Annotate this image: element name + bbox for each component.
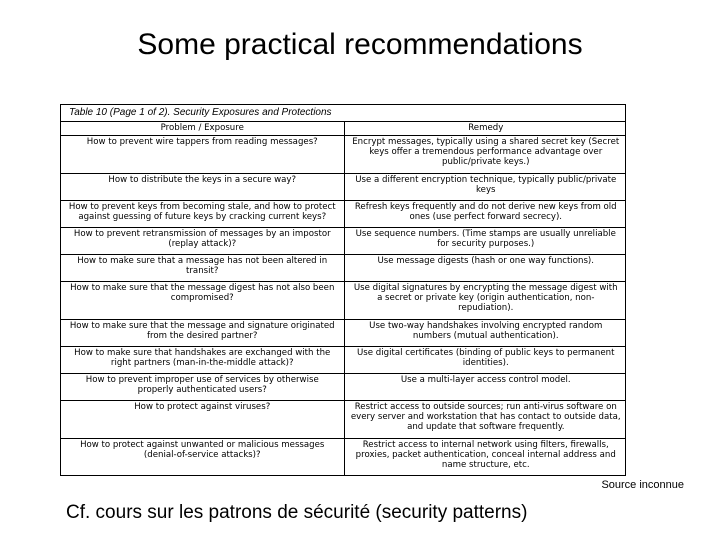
- security-table-image: [60, 104, 626, 476]
- problem-cell: How to protect against unwanted or malicious messages (denial-of-service attacks)?: [61, 439, 344, 477]
- remedy-cell: Use digital signatures by encrypting the message digest with a secret or private key (origin authentication, non-repudiation).: [344, 282, 626, 320]
- problem-cell: How to make sure that a message has not been altered in transit?: [61, 255, 344, 282]
- table-header-row: [61, 122, 626, 136]
- remedy-cell: Encrypt messages, typically using a shared secret key (Secret keys offer a tremendous performance advantage over public/private keys.): [344, 136, 626, 174]
- remedy-cell: Use digital certificates (binding of public keys to permanent identities).: [344, 347, 626, 374]
- remedy-cell: Use a multi-layer access control model.: [344, 374, 626, 401]
- table-row: [61, 255, 626, 282]
- table-row: [61, 320, 626, 347]
- remedy-cell: Refresh keys frequently and do not derive new keys from old ones (use perfect forward secrecy).: [344, 201, 626, 228]
- problem-cell: How to make sure that handshakes are exchanged with the right partners (man-in-the-middle attack)?: [61, 347, 344, 374]
- problem-cell: How to make sure that the message digest has not also been compromised?: [61, 282, 344, 320]
- remedy-cell: Restrict access to outside sources; run anti-virus software on every server and workstation that has contact to outside data, and update that software frequently.: [344, 401, 626, 439]
- table-row: [61, 136, 626, 174]
- table-row: [61, 374, 626, 401]
- problem-cell: How to distribute the keys in a secure way?: [61, 174, 344, 201]
- table-row: [61, 174, 626, 201]
- table-caption: Table 10 (Page 1 of 2). Security Exposures and Protections: [61, 105, 625, 122]
- table-row: [61, 439, 626, 477]
- problem-cell: How to prevent wire tappers from reading messages?: [61, 136, 344, 174]
- slide-title: Some practical recommendations: [137, 28, 583, 61]
- source-note: Source inconnue: [601, 479, 684, 491]
- footer-note: Cf. cours sur les patrons de sécurité (security patterns): [66, 502, 528, 523]
- table-row: [61, 347, 626, 374]
- table-row: [61, 401, 626, 439]
- header-remedy: Remedy: [344, 122, 626, 136]
- problem-cell: How to prevent keys from becoming stale, and how to protect against guessing of future keys by cracking current keys?: [61, 201, 344, 228]
- remedy-cell: Use a different encryption technique, typically public/private keys: [344, 174, 626, 201]
- table-row: [61, 282, 626, 320]
- remedy-cell: Use sequence numbers. (Time stamps are usually unreliable for security purposes.): [344, 228, 626, 255]
- table-row: [61, 201, 626, 228]
- security-table: [61, 122, 626, 476]
- remedy-cell: Restrict access to internal network using filters, firewalls, proxies, packet authentication, conceal internal address and name structure, etc.: [344, 439, 626, 477]
- problem-cell: How to prevent improper use of services by otherwise properly authenticated users?: [61, 374, 344, 401]
- remedy-cell: Use message digests (hash or one way functions).: [344, 255, 626, 282]
- header-problem: Problem / Exposure: [61, 122, 344, 136]
- table-row: [61, 228, 626, 255]
- remedy-cell: Use two-way handshakes involving encrypted random numbers (mutual authentication).: [344, 320, 626, 347]
- problem-cell: How to prevent retransmission of messages by an impostor (replay attack)?: [61, 228, 344, 255]
- problem-cell: How to protect against viruses?: [61, 401, 344, 439]
- problem-cell: How to make sure that the message and signature originated from the desired partner?: [61, 320, 344, 347]
